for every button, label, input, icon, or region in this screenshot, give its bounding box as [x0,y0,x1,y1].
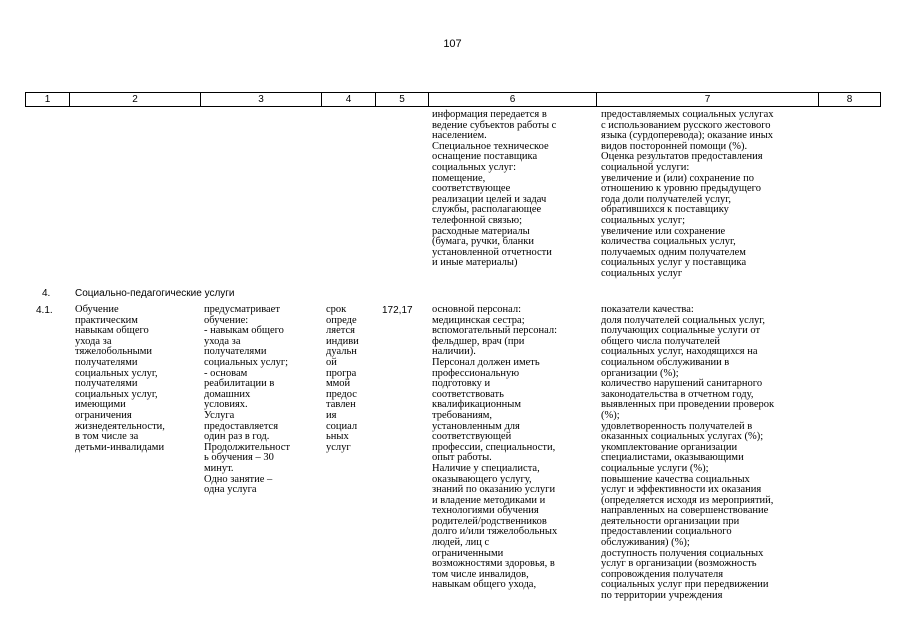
page-number: 107 [443,38,462,50]
header-cell-5: 5 [375,93,428,106]
header-cell-1: 1 [44,94,51,105]
quality-indicators-text: показатели качества: доля получателей социальных услуг, получающих социальные услуги от общего числа получателей социальных услуг, находящихся на социальном обслуживании в организации (%); количество нарушений санитарного законодательства в отчетном году, выявленных при проведении проверок (%); удовлетворенность получателей в оказанных социальных услугах (%); укомплектование организации специалистами, оказывающими социальные услуги (%); повышение качества социальных услуг и эффективности их оказания (определяется исходя из мероприятий, направленных на совершенствование деятельности организации при предоставлении социального обслуживания) (%); доступность получения социальных услуг в организации (возможность сопровождения получателя социальных услуг при передвижении по территории учреждения [601,304,775,602]
section-number: 4. [42,288,51,299]
service-name-text: Обучение практическим навыкам общего ухода за тяжелобольными получателями социальных услуг, получателями социальных услуг, имеющими ограничения жизнедеятельности, в том числе за детьми-инвалидами [75,304,165,453]
service-tariff: 172,17 [382,305,413,316]
header-cell-4: 4 [321,93,375,106]
header-cell-3: 3 [200,93,321,106]
header-cell-7: 7 [596,93,818,106]
header-cell-2: 2 [69,93,200,106]
service-description-text: предусматривает обучение: - навыкам общего ухода за получателями социальных услуг; - основам реабилитации в домашних условиях. Услуга предоставляется один раз в год. Продолжительност ь обучения – 30 минут. Одно занятие – одна услуга [204,304,291,496]
table-header-row [25,92,881,107]
header-cell-8: 8 [818,93,880,106]
service-term-text: срок опреде ляется индиви дуальн ой програ ммой предос тавлен ия социал ьных услуг [326,304,359,453]
header-cell-6: 6 [428,93,596,106]
row-number: 4.1. [36,305,53,316]
section-title: Социально-педагогические услуги [75,288,235,299]
continuation-col6-text: информация передается в ведение субъектов работы с населением. Специальное техническое оснащение поставщика социальных услуг: помещение, соответствующее реализации целей и задач службы, располагающее телефонной связью; расходные материалы (бумага, ручки, бланки установленной отчетности и иные материалы) [432,109,557,269]
service-conditions-text: основной персонал: медицинская сестра; вспомогательный персонал: фельдшер, врач (при наличии). Персонал должен иметь профессиональную подготовку и соответствовать квалификационным требованиям, установленным для соответствующей профессии, специальности, опыт работы. Наличие у специалиста, оказывающего услугу, знаний по оказанию услуги и владение методиками и технологиями обучения родителей/родственников долго и/или тяжелобольных людей, лиц с ограниченными возможностями здоровья, в том числе инвалидов, навыкам общего ухода, [432,304,558,591]
continuation-col7-text: предоставляемых социальных услугах с использованием русского жестового языка (сурдоперевода); оказание иных видов посторонней помощи (%). Оценка результатов предоставления социальной услуги: увеличение и (или) сохранение по отношению к уровню предыдущего года доли получателей услуг, обратившихся к поставщику социальных услуг; увеличение или сохранение количества социальных услуг, получаемых одним получателем социальных услуг у поставщика социальных услуг [601,109,774,279]
